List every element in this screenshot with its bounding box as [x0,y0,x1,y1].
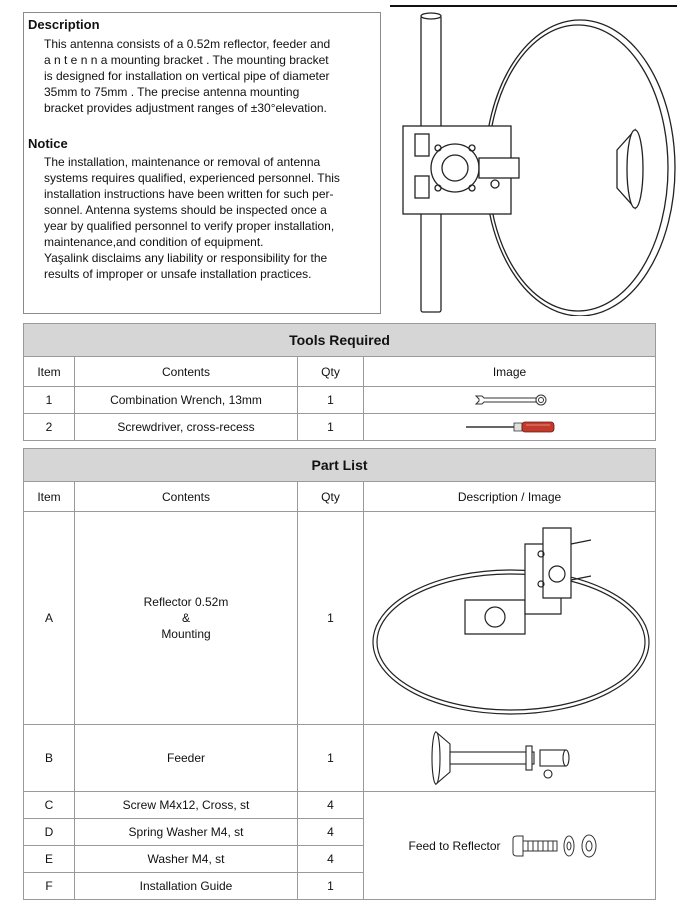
notice-line: systems requires qualified, experienced personnel. This [44,171,340,185]
table-row [24,792,656,819]
notice-line: year by qualified personnel to verify proper installation, [44,219,335,233]
item-cell: D [24,819,75,846]
wrench-icon [470,393,550,407]
description-line: This antenna consists of a 0.52m reflector, feeder and [44,37,331,51]
qty-cell: 1 [298,725,364,792]
notice-heading: Notice [28,136,68,151]
column-header-contents: Contents [75,482,298,512]
column-header-item: Item [24,482,75,512]
table-row [24,512,656,725]
qty-cell: 1 [298,873,364,900]
contents-line: Mounting [161,627,211,641]
image-cell [364,387,656,414]
qty-cell: 1 [298,512,364,725]
hardware-cell [364,792,656,900]
contents-line: Reflector 0.52m [143,595,229,609]
tools-table-title: Tools Required [24,324,656,357]
qty-cell: 4 [298,819,364,846]
notice-line: Yaşalink disclaims any liability or responsibility for the [44,251,328,265]
column-header-qty: Qty [298,357,364,387]
contents-cell: Spring Washer M4, st [75,819,298,846]
screwdriver-icon [462,420,558,434]
contents-cell: Combination Wrench, 13mm [75,387,298,414]
qty-cell: 4 [298,792,364,819]
contents-cell: Washer M4, st [75,846,298,873]
screw-washer-icon [511,833,611,859]
contents-line: & [181,611,190,625]
table-row [24,387,656,414]
description-line: 35mm to 75mm . The precise antenna mounting [44,85,300,99]
contents-cell: Installation Guide [75,873,298,900]
qty-cell: 4 [298,846,364,873]
item-cell: F [24,873,75,900]
column-header-contents: Contents [75,357,298,387]
item-cell: B [24,725,75,792]
notice-line: results of improper or unsafe installation practices. [44,267,312,281]
antenna-assembly-drawing [395,8,677,316]
column-header-image: Image [364,357,656,387]
contents-cell [75,512,298,725]
parts-table-title: Part List [24,449,656,482]
description-text [44,36,374,116]
notice-line: sonnel. Antenna systems should be inspected once a [44,203,327,217]
column-header-qty: Qty [298,482,364,512]
image-cell [364,512,656,725]
table-row [24,725,656,792]
hardware-note: Feed to Reflector [408,838,501,853]
image-cell [364,725,656,792]
item-cell: E [24,846,75,873]
column-header-item: Item [24,357,75,387]
tools-table [23,323,656,441]
qty-cell: 1 [298,387,364,414]
item-cell: 2 [24,414,75,441]
parts-table [23,448,656,900]
description-line: bracket provides adjustment ranges of ±30°elevation. [44,101,327,115]
notice-text [44,154,374,282]
notice-line: maintenance,and condition of equipment. [44,235,264,249]
contents-cell: Feeder [75,725,298,792]
feeder-drawing [430,730,590,786]
item-cell: A [24,512,75,725]
notice-line: The installation, maintenance or removal of antenna [44,155,321,169]
table-row [24,414,656,441]
item-cell: C [24,792,75,819]
description-heading: Description [28,17,100,32]
reflector-mounting-drawing [365,514,655,722]
qty-cell: 1 [298,414,364,441]
column-header-description: Description / Image [364,482,656,512]
image-cell [364,414,656,441]
description-line: is designed for installation on vertical pipe of diameter [44,69,330,83]
description-line: a n t e n n a mounting bracket . The mounting bracket [44,53,329,67]
contents-cell: Screwdriver, cross-recess [75,414,298,441]
contents-cell: Screw M4x12, Cross, st [75,792,298,819]
notice-line: installation instructions have been written for such per- [44,187,334,201]
top-rule [390,5,677,7]
item-cell: 1 [24,387,75,414]
